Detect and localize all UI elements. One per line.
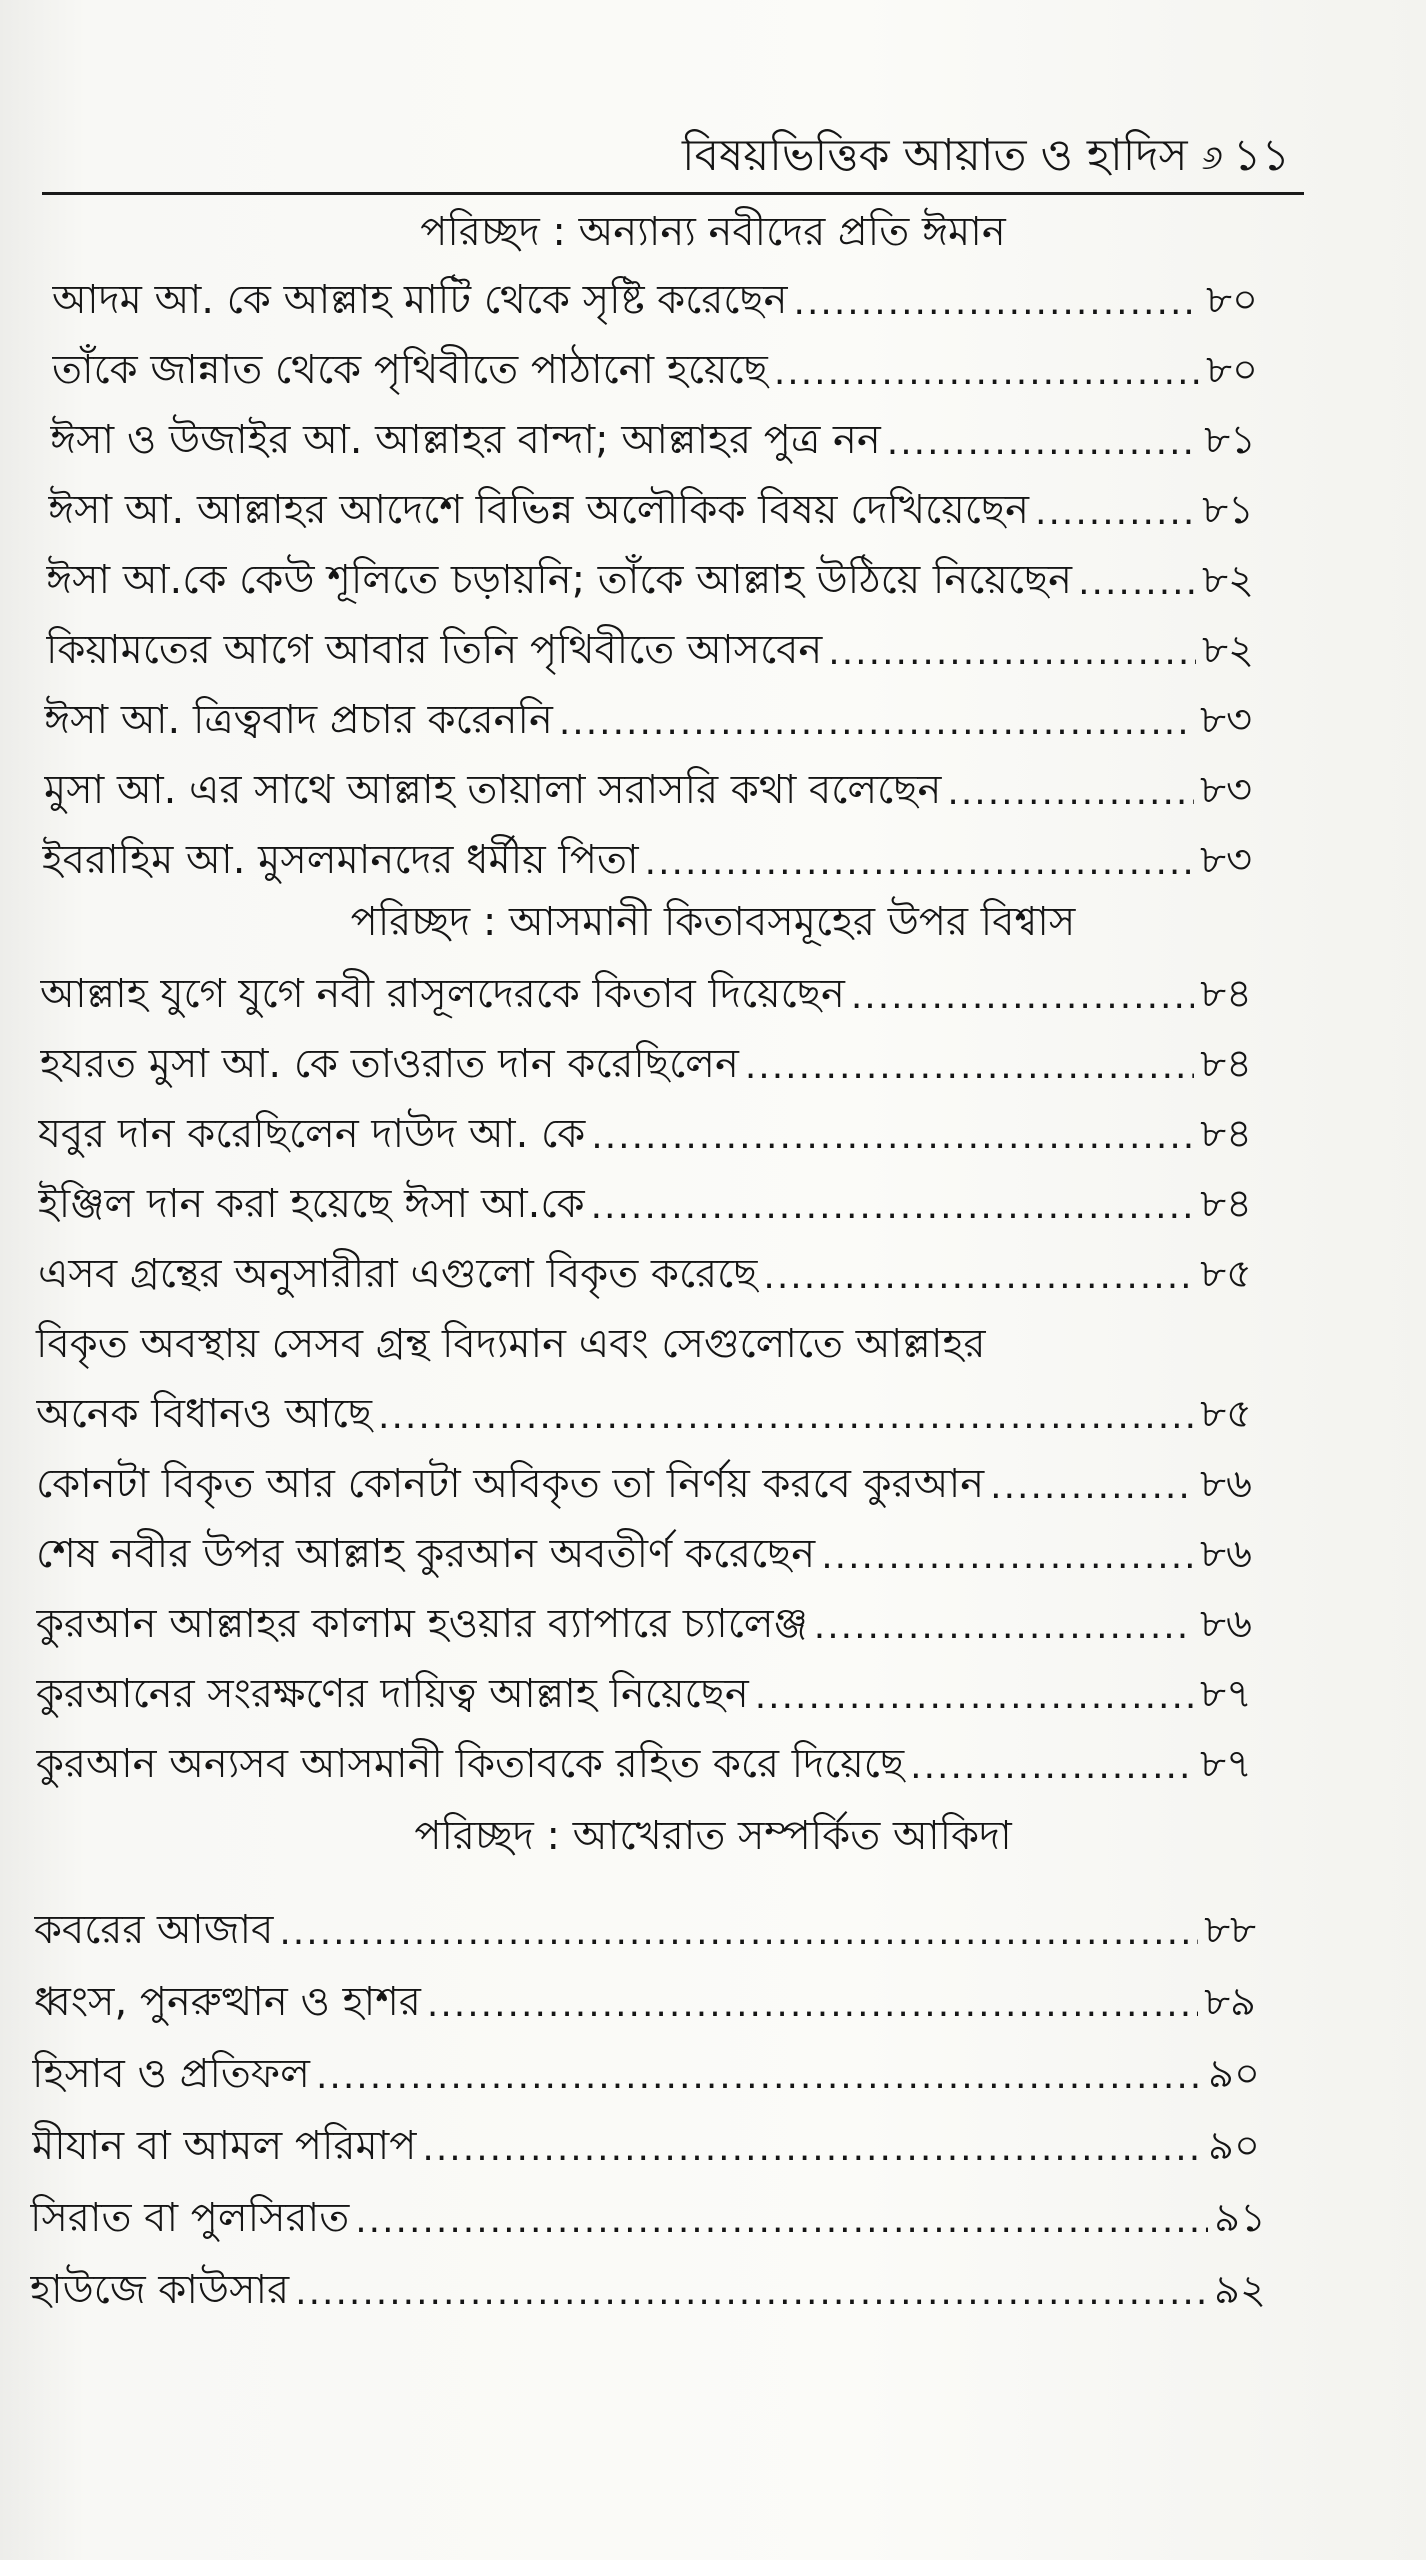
toc-entry	[44, 692, 1252, 748]
entry-title: কোনটা বিকৃত আর কোনটা অবিকৃত তা নির্ণয় করবে কুরআন	[36, 1461, 985, 1507]
toc-entry	[44, 762, 1252, 818]
dot-leader	[821, 1532, 1194, 1582]
toc-entry	[36, 1736, 1252, 1792]
page-number: ১১	[1232, 130, 1290, 181]
entry-page: ৮৭	[1200, 1741, 1252, 1787]
entry-title: ইবরাহিম আ. মুসলমানদের ধর্মীয় পিতা	[42, 837, 639, 883]
entry-page: ৮৩	[1200, 837, 1252, 883]
toc-entry	[36, 1386, 1252, 1442]
entry-page: ৮৬	[1200, 1601, 1252, 1647]
dot-leader	[355, 2196, 1208, 2246]
entry-title: ধ্বংস, পুনরুত্থান ও হাশর	[34, 1979, 421, 2025]
entry-title: মুসা আ. এর সাথে আল্লাহ তায়ালা সরাসরি কথা বলেছেন	[44, 767, 942, 813]
entry-page: ৮২	[1202, 557, 1254, 603]
entry-title: কুরআনের সংরক্ষণের দায়িত্ব আল্লাহ নিয়েছেন	[36, 1671, 749, 1717]
toc-entry	[40, 1036, 1252, 1092]
entry-title: ঈসা আ.কে কেউ শূলিতে চড়ায়নি; তাঁকে আল্লাহ উঠিয়ে নিয়েছেন	[46, 557, 1073, 603]
dot-leader	[1035, 488, 1196, 538]
toc-entry	[30, 2262, 1266, 2318]
toc-entry	[38, 1106, 1252, 1162]
toc-entry	[42, 832, 1252, 888]
toc-entry	[52, 272, 1258, 328]
toc-entry	[52, 342, 1258, 398]
ornament-icon: ୬	[1201, 138, 1223, 178]
entry-page: ৮৪	[1200, 1181, 1252, 1227]
running-header-title: বিষয়ভিত্তিক আয়াত ও হাদিস	[682, 130, 1188, 181]
toc-entry	[38, 1176, 1252, 1232]
entry-title-line1: বিকৃত অবস্থায় সেসব গ্রন্থ বিদ্যমান এবং সেগুলোতে আল্লাহর	[36, 1321, 986, 1367]
dot-leader	[755, 1672, 1194, 1722]
dot-leader	[591, 1112, 1194, 1162]
dot-leader	[378, 1392, 1194, 1442]
toc-entry	[32, 2118, 1260, 2174]
toc-entry	[46, 552, 1254, 608]
entry-title: আদম আ. কে আল্লাহ মাটি থেকে সৃষ্টি করেছেন	[52, 277, 788, 323]
entry-title: অনেক বিধানও আছে	[36, 1391, 373, 1437]
entry-page: ৮৪	[1200, 1041, 1252, 1087]
dot-leader	[763, 1252, 1194, 1302]
toc-entry	[36, 1666, 1252, 1722]
dot-leader	[947, 768, 1194, 818]
dot-leader	[559, 698, 1194, 748]
dot-leader	[814, 1602, 1194, 1652]
toc-entry	[32, 2046, 1260, 2102]
entry-page: ৯২	[1214, 2267, 1266, 2313]
entry-page: ৮২	[1202, 627, 1254, 673]
toc-entry	[38, 1246, 1252, 1302]
chapter-heading-books: পরিচ্ছদ : আসমানী কিতাবসমূহের উপর বিশ্বাস	[350, 899, 1076, 945]
entry-title: তাঁকে জান্নাত থেকে পৃথিবীতে পাঠানো হয়েছে	[52, 347, 768, 393]
dot-leader	[910, 1742, 1194, 1792]
entry-title: হযরত মুসা আ. কে তাওরাত দান করেছিলেন	[40, 1041, 739, 1087]
entry-title: মীযান বা আমল পরিমাপ	[32, 2123, 417, 2169]
entry-title: কুরআন আল্লাহর কালাম হওয়ার ব্যাপারে চ্যালেঞ্জ	[36, 1601, 808, 1647]
entry-title: ঈসা আ. ত্রিত্ববাদ প্রচার করেননি	[44, 697, 553, 743]
entry-page: ৮০	[1206, 277, 1258, 323]
toc-entry	[40, 966, 1252, 1022]
dot-leader	[591, 1182, 1195, 1232]
entry-page: ৮১	[1204, 417, 1256, 463]
entry-page: ৮৫	[1200, 1391, 1252, 1437]
entry-title: ঈসা ও উজাইর আ. আল্লাহর বান্দা; আল্লাহর পুত্র নন	[50, 417, 881, 463]
toc-entry	[48, 482, 1254, 538]
entry-page: ৮৬	[1200, 1461, 1252, 1507]
entry-page: ৯০	[1208, 2123, 1260, 2169]
chapter-heading-hereafter: পরিচ্ছদ : আখেরাত সম্পর্কিত আকিদা	[414, 1813, 1012, 1859]
toc-entry	[36, 1596, 1252, 1652]
dot-leader	[828, 628, 1196, 678]
entry-title: সিরাত বা পুলসিরাত	[30, 2195, 350, 2241]
entry-page: ৮৪	[1200, 971, 1252, 1017]
entry-page: ৮৫	[1200, 1251, 1252, 1297]
entry-page: ৮০	[1206, 347, 1258, 393]
entry-title: এসব গ্রন্থের অনুসারীরা এগুলো বিকৃত করেছে	[38, 1251, 758, 1297]
dot-leader	[422, 2124, 1202, 2174]
entry-page: ৯০	[1208, 2051, 1260, 2097]
entry-page: ৮৩	[1200, 697, 1252, 743]
dot-leader	[887, 418, 1198, 468]
toc-entry	[50, 412, 1256, 468]
entry-page: ৮১	[1202, 487, 1254, 533]
entry-title: ঈসা আ. আল্লাহর আদেশে বিভিন্ন অলৌকিক বিষয় দেখিয়েছেন	[48, 487, 1029, 533]
toc-entry	[30, 2190, 1266, 2246]
dot-leader	[295, 2268, 1208, 2318]
dot-leader	[279, 1908, 1198, 1958]
entry-page: ৮৬	[1200, 1531, 1252, 1577]
toc-entry	[46, 622, 1254, 678]
entry-page: ৮৮	[1204, 1907, 1256, 1953]
entry-page: ৮৭	[1200, 1671, 1252, 1717]
entry-title: আল্লাহ যুগে যুগে নবী রাসূলদেরকে কিতাব দিয়েছেন	[40, 971, 845, 1017]
dot-leader	[1078, 558, 1196, 608]
toc-entry	[36, 1456, 1252, 1512]
entry-title: যবুর দান করেছিলেন দাউদ আ. কে	[38, 1111, 586, 1157]
entry-page: ৯১	[1214, 2195, 1266, 2241]
dot-leader	[851, 972, 1194, 1022]
dot-leader	[645, 838, 1194, 888]
toc-entry	[34, 1902, 1256, 1958]
toc-entry	[36, 1526, 1252, 1582]
entry-page: ৮৩	[1200, 767, 1252, 813]
dot-leader	[990, 1462, 1194, 1512]
dot-leader	[774, 348, 1200, 398]
dot-leader	[427, 1980, 1198, 2030]
entry-title: কবরের আজাব	[34, 1907, 274, 1953]
dot-leader	[794, 278, 1201, 328]
entry-title: শেষ নবীর উপর আল্লাহ কুরআন অবতীর্ণ করেছেন	[36, 1531, 816, 1577]
chapter-heading-prophets: পরিচ্ছদ : অন্যান্য নবীদের প্রতি ঈমান	[420, 209, 1006, 255]
entry-page: ৮৪	[1200, 1111, 1252, 1157]
dot-leader	[316, 2052, 1202, 2102]
entry-title: কিয়ামতের আগে আবার তিনি পৃথিবীতে আসবেন	[46, 627, 823, 673]
toc-entry	[34, 1974, 1256, 2030]
entry-title: কুরআন অন্যসব আসমানী কিতাবকে রহিত করে দিয়েছে	[36, 1741, 905, 1787]
entry-title: হাউজে কাউসার	[30, 2267, 290, 2313]
entry-page: ৮৯	[1204, 1979, 1256, 2025]
entry-title: হিসাব ও প্রতিফল	[32, 2051, 310, 2097]
dot-leader	[745, 1042, 1194, 1092]
entry-title: ইঞ্জিল দান করা হয়েছে ঈসা আ.কে	[38, 1181, 585, 1227]
